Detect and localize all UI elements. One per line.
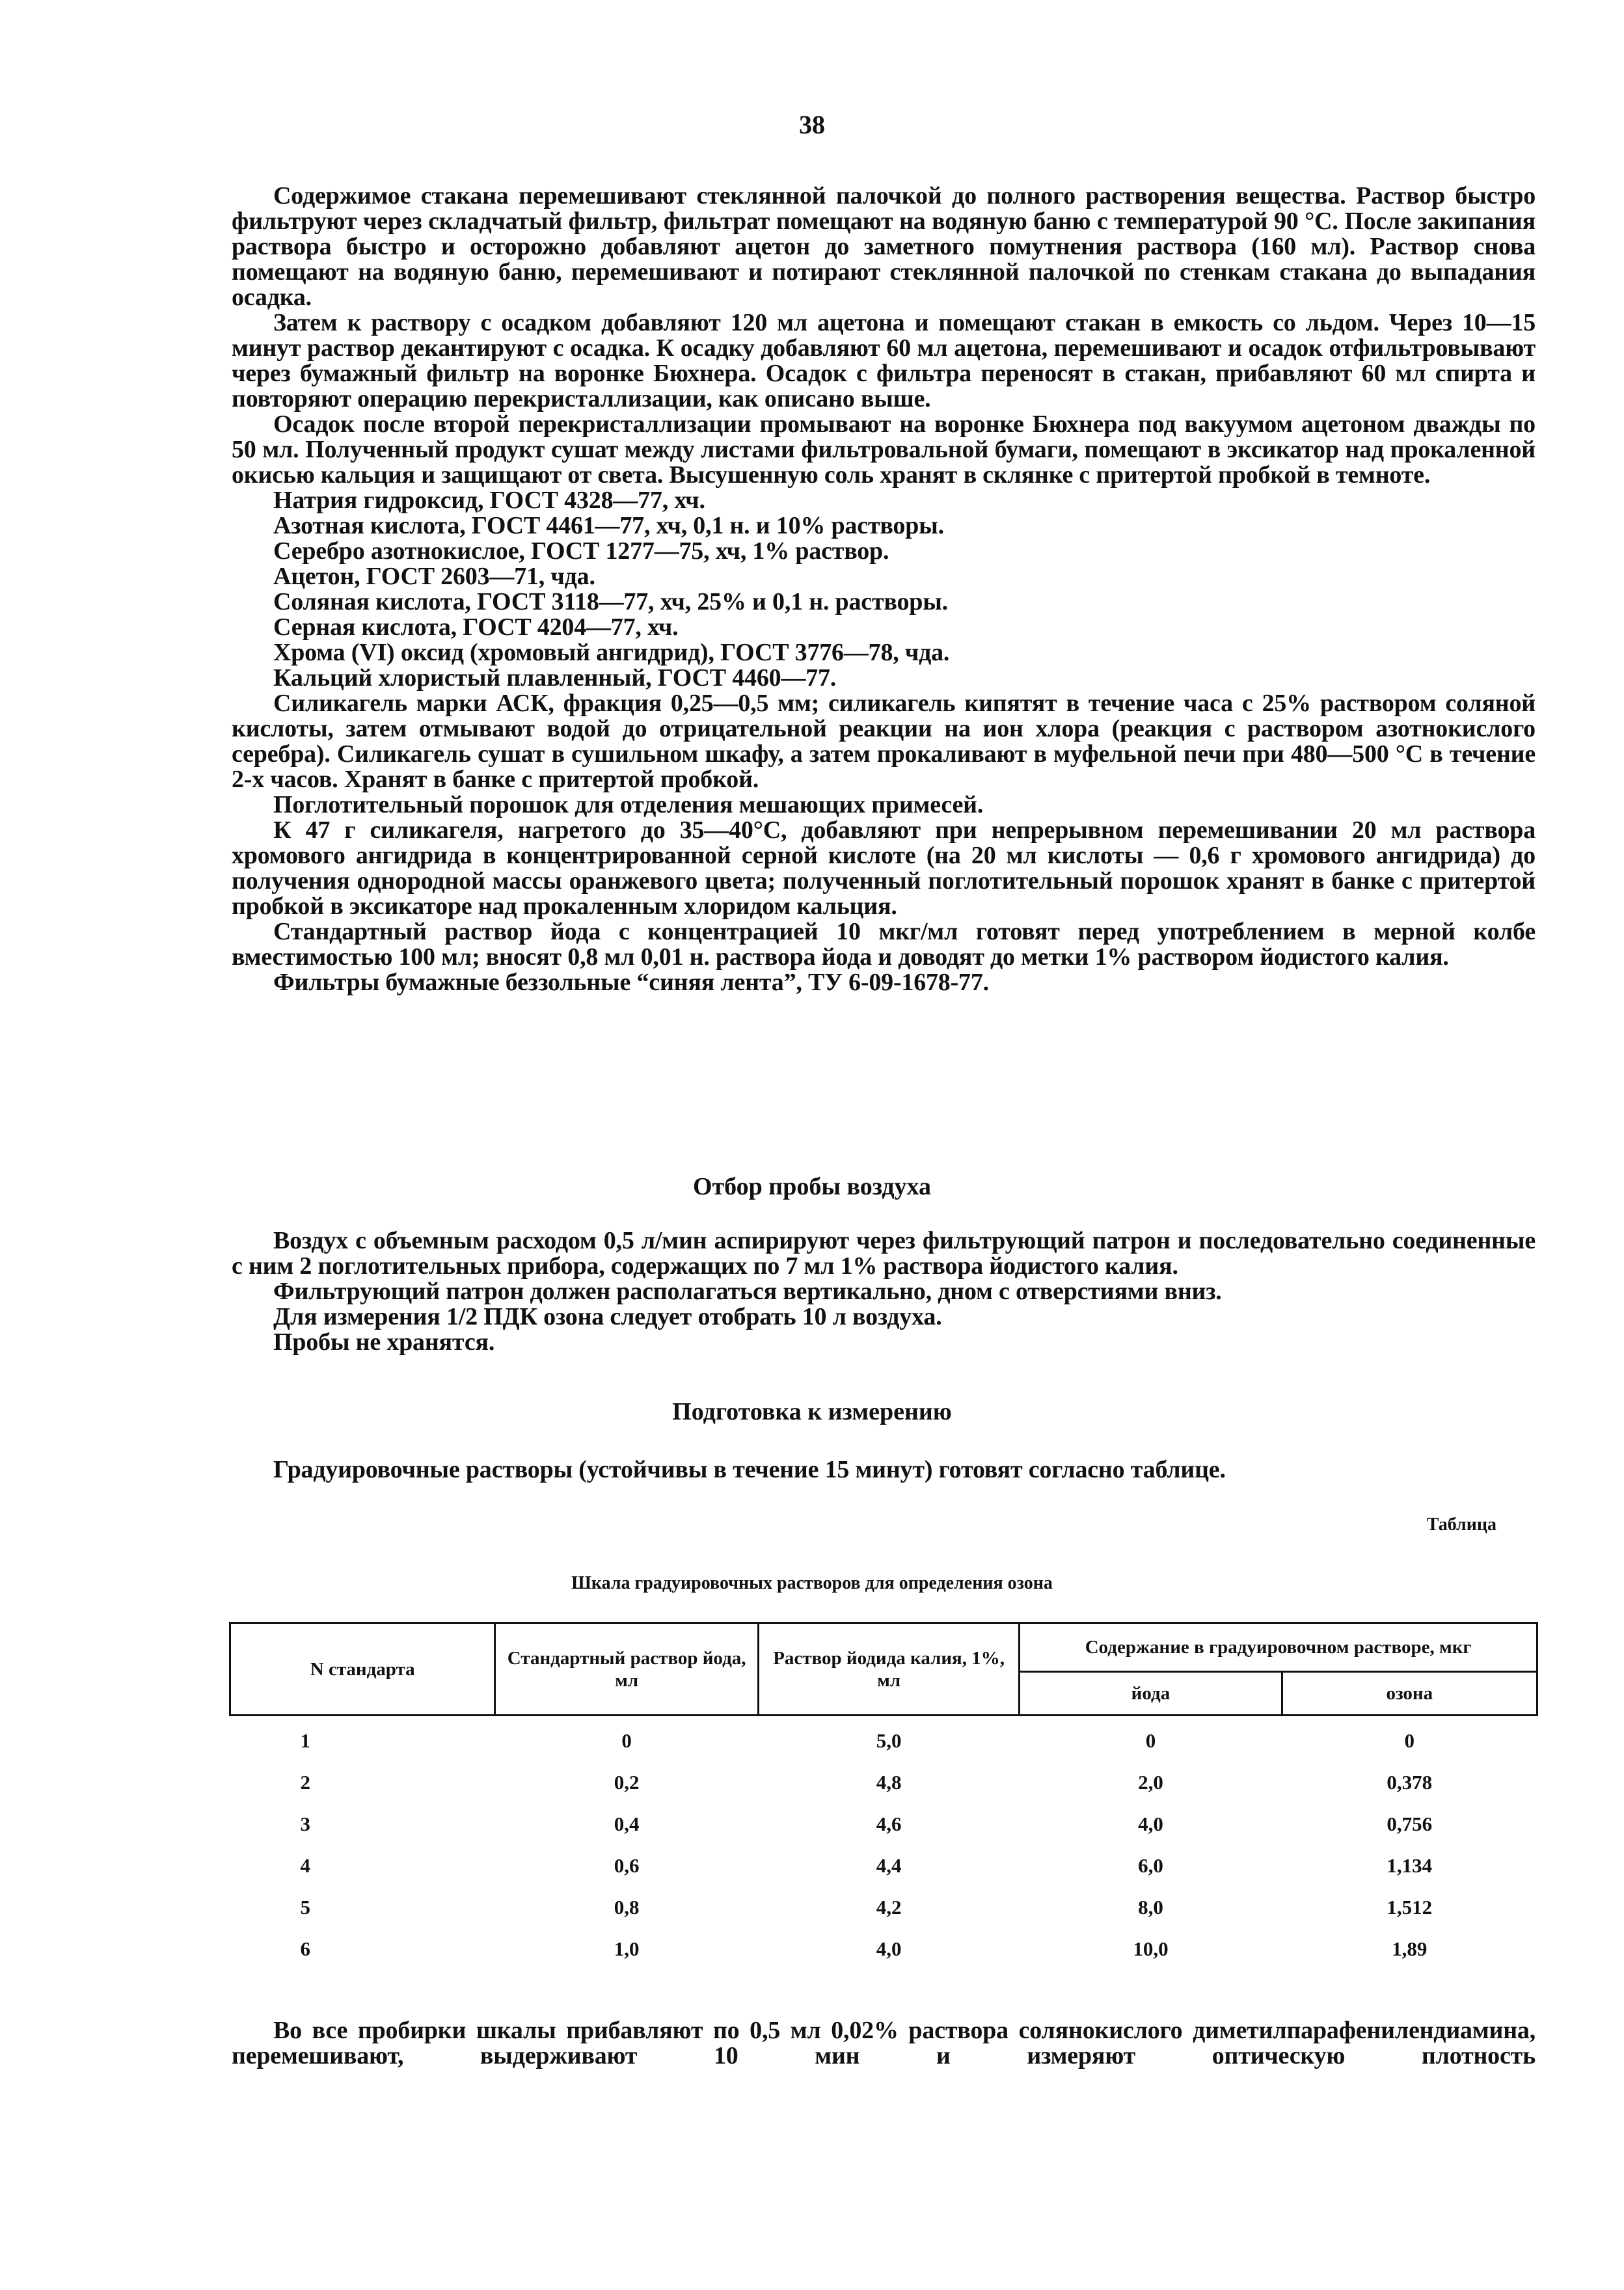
table-cell: 0,8	[614, 1896, 640, 1919]
column-header: N стандарта	[230, 1623, 495, 1716]
table-row	[230, 1887, 1537, 1928]
paragraph: Фильтрующий патрон должен располагаться вертикально, дном с отверстиями вниз.	[273, 1278, 1222, 1305]
reagent-item: Натрия гидроксид, ГОСТ 4328—77, хч.	[273, 487, 705, 514]
paragraph: Стандартный раствор йода с концентрацией 10 мкг/мл готовят перед употреблением в мерной колбе вместимостью 100 мл; вносят 0,8 мл 0,01 н. раствора йода и доводят до метки 1% раствором йодистого калия.	[232, 918, 1536, 971]
preparation-text-block	[232, 1457, 1536, 1483]
table-cell: 4,8	[876, 1771, 902, 1794]
table-cell: 1,512	[1387, 1896, 1433, 1919]
paragraph: Для измерения 1/2 ПДК озона следует отобрать 10 л воздуха.	[273, 1303, 942, 1330]
column-header: озона	[1282, 1672, 1537, 1716]
reagent-item: Фильтры бумажные беззольные “синяя лента”, ТУ 6-09-1678-77.	[273, 969, 989, 996]
table-cell: 4,0	[876, 1937, 902, 1960]
reagent-item: Соляная кислота, ГОСТ 3118—77, хч, 25% и 0,1 н. растворы.	[273, 588, 948, 615]
sampling-text-block	[232, 1228, 1536, 1355]
reagent-item: Серебро азотнокислое, ГОСТ 1277—75, хч, 1% раствор.	[273, 537, 889, 565]
paragraph: Во все пробирки шкалы прибавляют по 0,5 мл 0,02% раствора солянокислого диметилпарафенилендиамина, перемешивают, выдерживают 10 мин и измеряют оптическую плотность	[232, 2017, 1536, 2069]
table-cell: 0	[1145, 1729, 1156, 1752]
reagent-item: Азотная кислота, ГОСТ 4461—77, хч, 0,1 н. и 10% растворы.	[273, 512, 944, 539]
table-title: Шкала градуировочных растворов для определения озона	[571, 1573, 1053, 1593]
table-cell: 4,2	[876, 1896, 902, 1919]
table-row	[230, 1928, 1537, 1970]
reagents-text-block	[232, 183, 1536, 995]
table-label: Таблица	[1426, 1515, 1496, 1535]
table-cell: 1,134	[1387, 1854, 1433, 1877]
table-cell: 8,0	[1138, 1896, 1163, 1919]
reagent-item: Серная кислота, ГОСТ 4204—77, хч.	[273, 613, 679, 641]
reagent-item: Ацетон, ГОСТ 2603—71, чда.	[273, 563, 595, 590]
paragraph: Воздух с объемным расходом 0,5 л/мин аспирируют через фильтрующий патрон и последовательно соединенные с ним 2 поглотительных прибора, содержащих по 7 мл 1% раствора йодистого калия.	[232, 1227, 1536, 1280]
section-heading-sampling: Отбор пробы воздуха	[692, 1173, 932, 1200]
table-cell: 0,6	[614, 1854, 640, 1877]
column-group-header: Содержание в градуировочном растворе, мкг	[1020, 1623, 1537, 1672]
paragraph: Пробы не хранятся.	[273, 1328, 495, 1356]
paragraph: Содержимое стакана перемешивают стеклянной палочкой до полного растворения вещества. Раствор быстро фильтруют через складчатый фильтр, фильтрат помещают на водяную баню с температурой 90 °С. После закипания раствора быстро и осторожно добавляют ацетон до заметного помутнения раствора (160 мл). Раствор снова помещают на водяную баню, перемешивают и потирают стеклянной палочкой по стенкам стакана до выпадания осадка.	[232, 182, 1536, 311]
table-cell: 6,0	[1138, 1854, 1163, 1877]
column-header: Раствор йодида калия, 1%, мл	[758, 1623, 1019, 1716]
table-cell: 5	[300, 1896, 310, 1919]
paragraph: Силикагель марки АСК, фракция 0,25—0,5 мм; силикагель кипятят в течение часа с 25% раствором соляной кислоты, затем отмывают водой до отрицательной реакции на ион хлора (реакция с раствором азотнокислого серебра). Силикагель сушат в сушильном шкафу, а затем прокаливают в муфельной печи при 480—500 °С в течение 2-х часов. Хранят в банке с притертой пробкой.	[232, 690, 1536, 793]
table-cell: 4,4	[876, 1854, 902, 1877]
paragraph: Затем к раствору с осадком добавляют 120 мл ацетона и помещают стакан в емкость со льдом. Через 10—15 минут раствор декантируют с осадка. К осадку добавляют 60 мл ацетона, перемешивают и осадок отфильтровывают через бумажный фильтр на воронке Бюхнера. Осадок с фильтра переносят в стакан, прибавляют 60 мл спирта и повторяют операцию перекристаллизации, как описано выше.	[232, 309, 1536, 412]
table-cell: 4	[300, 1854, 310, 1877]
paragraph: К 47 г силикагеля, нагретого до 35—40°С, добавляют при непрерывном перемешивании 20 мл раствора хромового ангидрида в концентрированной серной кислоте (на 20 мл кислоты — 0,6 г хромового ангидрида) до получения однородной массы оранжевого цвета; полученный поглотительный порошок хранят в банке с притертой пробкой в эксикаторе над прокаленным хлоридом кальция.	[232, 816, 1536, 920]
table-cell: 1,0	[614, 1937, 640, 1960]
table-cell: 3	[300, 1812, 310, 1835]
table-row	[230, 1762, 1537, 1803]
measurement-text-block	[232, 2018, 1536, 2069]
table-cell: 2,0	[1138, 1771, 1163, 1794]
table-cell: 6	[300, 1937, 310, 1960]
table-row	[230, 1803, 1537, 1845]
table-cell: 4,6	[876, 1812, 902, 1835]
page-number: 38	[799, 110, 825, 139]
table-row	[230, 1845, 1537, 1887]
column-header: Стандартный раствор йода, мл	[495, 1623, 759, 1716]
table-row	[230, 1716, 1537, 1762]
paragraph: Поглотительный порошок для отделения мешающих примесей.	[273, 791, 984, 818]
table-cell: 4,0	[1138, 1812, 1163, 1835]
table-cell: 0,756	[1387, 1812, 1433, 1835]
table-cell: 1	[300, 1729, 310, 1752]
table-cell: 0	[1404, 1729, 1415, 1752]
reagent-item: Кальций хлористый плавленный, ГОСТ 4460—77.	[273, 664, 837, 692]
table-cell: 2	[300, 1771, 310, 1794]
section-heading-preparation: Подготовка к измерению	[672, 1398, 952, 1425]
table-cell: 1,89	[1392, 1937, 1428, 1960]
calibration-table	[229, 1622, 1538, 1970]
paragraph: Осадок после второй перекристаллизации промывают на воронке Бюхнера под вакуумом ацетоном дважды по 50 мл. Полученный продукт сушат между листами фильтровальной бумаги, помещают в эксикатор над прокаленной окисью кальция и защищают от света. Высушенную соль хранят в склянке с притертой пробкой в темноте.	[232, 411, 1536, 489]
table-cell: 0,4	[614, 1812, 640, 1835]
table-cell: 0,378	[1387, 1771, 1433, 1794]
table-cell: 10,0	[1133, 1937, 1169, 1960]
table-cell: 5,0	[876, 1729, 902, 1752]
reagent-item: Хрома (VI) оксид (хромовый ангидрид), ГОСТ 3776—78, чда.	[273, 639, 950, 666]
table-cell: 0	[621, 1729, 632, 1752]
paragraph: Градуировочные растворы (устойчивы в течение 15 минут) готовят согласно таблице.	[273, 1456, 1226, 1483]
column-header: йода	[1020, 1672, 1282, 1716]
table-cell: 0,2	[614, 1771, 640, 1794]
